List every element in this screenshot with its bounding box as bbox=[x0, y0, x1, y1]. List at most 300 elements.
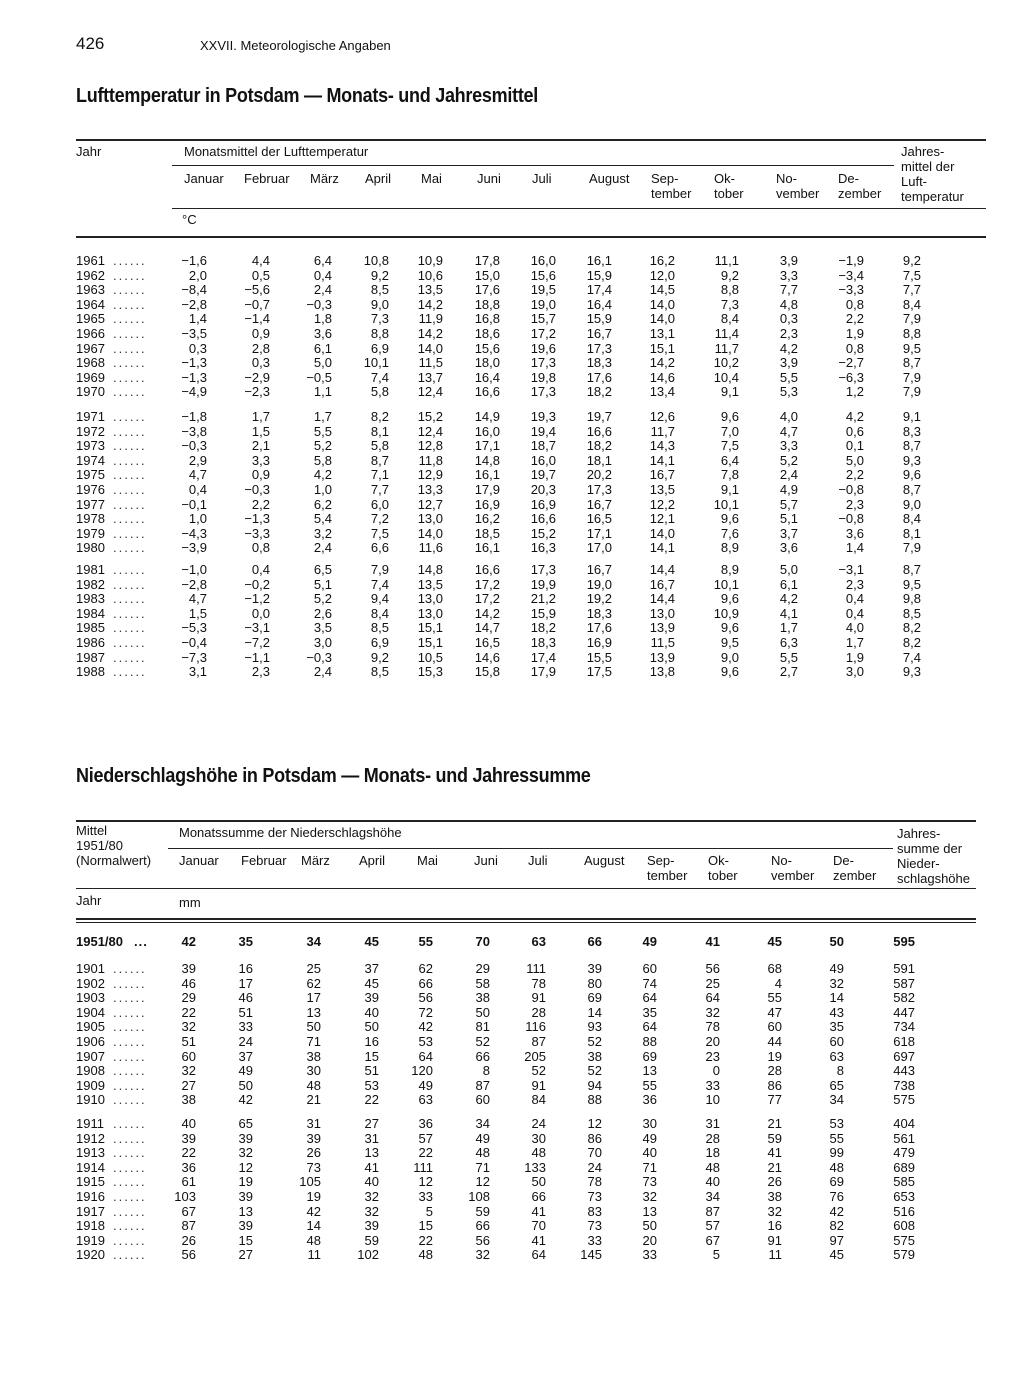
row-year: 1966 bbox=[76, 326, 105, 341]
header-line: Sep- bbox=[651, 171, 679, 186]
col-header-annual bbox=[897, 826, 970, 886]
row-year: 1903 bbox=[76, 990, 105, 1006]
data-cell: 4,2 bbox=[779, 340, 798, 356]
month-header bbox=[714, 171, 744, 201]
data-cell: 15,1 bbox=[417, 620, 443, 636]
data-cell: 30 bbox=[642, 1116, 657, 1131]
data-cell: 48 bbox=[705, 1159, 720, 1175]
table-row bbox=[0, 254, 1024, 268]
data-cell: 2,2 bbox=[845, 467, 864, 483]
leader-dots: ...... bbox=[113, 1145, 147, 1161]
data-cell: 14,8 bbox=[417, 562, 443, 577]
data-cell: 2,0 bbox=[188, 267, 207, 283]
row-year: 1968 bbox=[76, 355, 105, 371]
data-cell: 39 bbox=[181, 961, 196, 976]
data-cell: 51 bbox=[238, 1004, 253, 1020]
data-cell: 46 bbox=[181, 975, 196, 991]
data-cell: 20,2 bbox=[586, 467, 612, 483]
data-cell: 0,1 bbox=[845, 438, 864, 454]
data-cell: 18,3 bbox=[530, 635, 556, 650]
data-cell: 41 bbox=[531, 1232, 546, 1248]
data-cell: 69 bbox=[829, 1174, 844, 1190]
data-cell: 20 bbox=[642, 1232, 657, 1248]
data-cell: 13,9 bbox=[649, 620, 675, 636]
data-cell: 28 bbox=[705, 1130, 720, 1146]
data-cell: 1,7 bbox=[779, 620, 798, 636]
data-cell: 80 bbox=[587, 975, 602, 991]
leader-dots: ...... bbox=[113, 340, 147, 356]
leader-dots: ...... bbox=[113, 423, 147, 439]
data-cell: 116 bbox=[525, 1019, 546, 1035]
data-cell: 7,5 bbox=[720, 438, 739, 454]
data-cell: 10,1 bbox=[713, 496, 739, 512]
data-cell: 13,1 bbox=[649, 326, 675, 341]
data-cell: 14,0 bbox=[417, 340, 443, 356]
data-cell: 0,8 bbox=[845, 296, 864, 312]
data-cell: 102 bbox=[357, 1247, 379, 1263]
data-cell: 5,1 bbox=[313, 576, 332, 592]
month-header bbox=[179, 853, 219, 868]
row-year: 1973 bbox=[76, 438, 105, 454]
data-cell: 5,4 bbox=[313, 511, 332, 527]
data-cell: 12,6 bbox=[649, 409, 675, 424]
leader-dots: ...... bbox=[113, 355, 147, 371]
data-cell: 8,7 bbox=[370, 452, 389, 468]
data-cell: 11,8 bbox=[418, 452, 443, 468]
data-cell: 2,3 bbox=[845, 576, 864, 592]
data-cell: 4,8 bbox=[779, 296, 798, 312]
data-cell: 19,3 bbox=[530, 409, 556, 424]
data-cell: 8,8 bbox=[902, 326, 921, 341]
data-cell: 12 bbox=[238, 1159, 253, 1175]
month-header bbox=[421, 171, 442, 186]
leader-dots: ...... bbox=[113, 620, 147, 636]
row-year: 1965 bbox=[76, 311, 105, 327]
header-line: vember bbox=[771, 868, 815, 883]
data-cell: 16,5 bbox=[474, 635, 500, 650]
leader-dots: ...... bbox=[113, 384, 147, 400]
data-cell: −2,8 bbox=[181, 296, 207, 312]
data-cell: 15,9 bbox=[586, 267, 612, 283]
data-cell: 73 bbox=[587, 1189, 602, 1204]
data-cell: −0,4 bbox=[181, 635, 207, 650]
data-cell: 27 bbox=[364, 1116, 379, 1131]
data-cell: 7,6 bbox=[720, 525, 739, 541]
data-cell: 45 bbox=[767, 934, 782, 949]
data-cell: 5,1 bbox=[779, 511, 798, 527]
data-cell: 2,4 bbox=[779, 467, 798, 483]
header-line: 1951/80 bbox=[76, 838, 123, 853]
month-header bbox=[771, 853, 814, 883]
table-row bbox=[0, 1035, 1024, 1049]
leader-dots: ...... bbox=[113, 990, 147, 1006]
month-header bbox=[241, 853, 287, 868]
data-cell: 1,7 bbox=[251, 409, 270, 424]
data-cell: 15,0 bbox=[474, 267, 500, 283]
data-cell: 7,7 bbox=[902, 282, 921, 298]
data-cell: 0,4 bbox=[251, 562, 270, 577]
data-cell: 2,2 bbox=[251, 496, 270, 512]
data-cell: 63 bbox=[531, 934, 546, 949]
data-cell: 42 bbox=[181, 934, 196, 949]
data-cell: 14,1 bbox=[649, 452, 675, 468]
data-cell: 87 bbox=[475, 1077, 490, 1093]
month-header bbox=[184, 171, 224, 186]
table-row bbox=[0, 665, 1024, 679]
data-cell: 49 bbox=[642, 1130, 657, 1146]
data-cell: 20,3 bbox=[530, 482, 556, 497]
leader-dots: ...... bbox=[113, 1203, 147, 1219]
data-cell: 49 bbox=[642, 934, 657, 949]
data-cell: 12,0 bbox=[649, 267, 675, 283]
header-line: tober bbox=[708, 868, 738, 883]
data-cell: 32 bbox=[364, 1189, 379, 1204]
data-cell: 5,5 bbox=[779, 649, 798, 665]
header-line: mittel der bbox=[901, 159, 955, 174]
data-cell: 404 bbox=[893, 1116, 915, 1131]
data-cell: 15,6 bbox=[530, 267, 556, 283]
data-cell: −1,9 bbox=[838, 253, 864, 268]
data-cell: 17 bbox=[306, 990, 321, 1006]
data-cell: 5,7 bbox=[779, 496, 798, 512]
leader-dots: ...... bbox=[113, 296, 147, 312]
data-cell: 26 bbox=[181, 1232, 196, 1248]
data-cell: 1,9 bbox=[845, 649, 864, 665]
row-year: 1969 bbox=[76, 369, 105, 385]
data-cell: 8,2 bbox=[902, 620, 921, 636]
data-cell: 16,0 bbox=[530, 452, 556, 468]
data-cell: −2,7 bbox=[838, 355, 864, 371]
data-cell: 12 bbox=[475, 1174, 490, 1190]
row-year: 1916 bbox=[76, 1189, 105, 1204]
data-cell: 5 bbox=[425, 1203, 433, 1219]
leader-dots: ...... bbox=[113, 452, 147, 468]
table-row bbox=[0, 356, 1024, 370]
data-cell: 3,0 bbox=[313, 635, 332, 650]
data-cell: 1,7 bbox=[313, 409, 332, 424]
data-cell: 13,7 bbox=[417, 369, 443, 385]
data-cell: 55 bbox=[418, 934, 433, 949]
data-cell: 38 bbox=[181, 1092, 196, 1108]
data-cell: −0,3 bbox=[244, 482, 270, 497]
data-cell: 0,4 bbox=[188, 482, 207, 497]
table-row bbox=[0, 1079, 1024, 1093]
data-cell: 18,6 bbox=[474, 326, 500, 341]
data-cell: 39 bbox=[181, 1130, 196, 1146]
data-cell: −0,3 bbox=[306, 649, 332, 665]
data-cell: 71 bbox=[475, 1159, 490, 1175]
data-cell: 11 bbox=[768, 1247, 782, 1263]
page-number: 426 bbox=[76, 34, 105, 53]
data-cell: 49 bbox=[475, 1130, 490, 1146]
table-row bbox=[0, 563, 1024, 577]
header-line: schlagshöhe bbox=[897, 871, 970, 886]
leader-dots: ...... bbox=[113, 1063, 147, 1079]
data-cell: 15 bbox=[418, 1218, 433, 1234]
row-year: 1912 bbox=[76, 1130, 105, 1146]
data-cell: 32 bbox=[767, 1203, 782, 1219]
data-cell: 40 bbox=[642, 1145, 657, 1161]
data-cell: −3,4 bbox=[838, 267, 864, 283]
col-header-group: Monatsmittel der Lufttemperatur bbox=[184, 144, 369, 159]
header-line: August bbox=[589, 171, 630, 186]
data-cell: 39 bbox=[364, 1218, 379, 1234]
data-cell: 42 bbox=[238, 1092, 253, 1108]
data-cell: 17,1 bbox=[474, 438, 500, 454]
data-cell: 14,2 bbox=[417, 296, 443, 312]
data-cell: 14,2 bbox=[649, 355, 675, 371]
data-cell: 653 bbox=[893, 1189, 915, 1204]
data-cell: 3,9 bbox=[779, 355, 798, 371]
data-cell: −3,9 bbox=[181, 540, 207, 556]
data-cell: 87 bbox=[181, 1218, 196, 1234]
data-cell: 15,9 bbox=[586, 311, 612, 327]
data-cell: 62 bbox=[306, 975, 321, 991]
data-cell: 3,5 bbox=[313, 620, 332, 636]
data-cell: 39 bbox=[364, 990, 379, 1006]
data-cell: 5,8 bbox=[370, 384, 389, 400]
data-cell: −0,2 bbox=[244, 576, 270, 592]
data-cell: 5,0 bbox=[313, 355, 332, 371]
data-cell: 52 bbox=[475, 1034, 490, 1049]
data-cell: 0,3 bbox=[188, 340, 207, 356]
data-cell: 10,9 bbox=[417, 253, 443, 268]
data-cell: 27 bbox=[181, 1077, 196, 1093]
data-cell: 9,0 bbox=[720, 649, 739, 665]
temperature-table-title: Lufttemperatur in Potsdam — Monats- und Jahresmittel bbox=[76, 85, 539, 107]
table-row bbox=[0, 312, 1024, 326]
data-cell: 11,1 bbox=[714, 253, 739, 268]
data-cell: 7,9 bbox=[902, 384, 921, 400]
data-cell: 31 bbox=[705, 1116, 720, 1131]
row-year: 1920 bbox=[76, 1247, 105, 1263]
data-cell: 9,1 bbox=[902, 409, 921, 424]
data-cell: 111 bbox=[526, 961, 546, 976]
data-cell: 58 bbox=[475, 975, 490, 991]
month-header bbox=[647, 853, 687, 883]
data-cell: 18,3 bbox=[586, 605, 612, 621]
data-cell: 32 bbox=[642, 1189, 657, 1204]
data-cell: 32 bbox=[364, 1203, 379, 1219]
data-cell: 51 bbox=[181, 1034, 196, 1049]
header-line: De- bbox=[833, 853, 854, 868]
data-cell: 18 bbox=[705, 1145, 720, 1161]
data-cell: 11,7 bbox=[650, 423, 675, 439]
header-line: Juni bbox=[477, 171, 501, 186]
leader-dots: ...... bbox=[113, 1247, 147, 1263]
data-cell: 5 bbox=[712, 1247, 720, 1263]
row-year: 1976 bbox=[76, 482, 105, 497]
header-line: April bbox=[359, 853, 386, 868]
month-header bbox=[833, 853, 876, 883]
data-cell: 1,5 bbox=[251, 423, 270, 439]
data-cell: −2,9 bbox=[244, 369, 270, 385]
data-cell: 88 bbox=[587, 1092, 602, 1108]
data-cell: −1,2 bbox=[244, 591, 270, 607]
data-cell: 0 bbox=[712, 1063, 720, 1079]
leader-dots: ...... bbox=[113, 1189, 147, 1204]
data-cell: 33 bbox=[587, 1232, 602, 1248]
unit-label: mm bbox=[179, 895, 201, 910]
data-cell: 25 bbox=[705, 975, 720, 991]
data-cell: 17,3 bbox=[586, 482, 612, 497]
month-header bbox=[359, 853, 385, 868]
data-cell: 91 bbox=[767, 1232, 782, 1248]
data-cell: 2,7 bbox=[779, 664, 798, 680]
data-cell: 13,0 bbox=[649, 605, 675, 621]
data-cell: 66 bbox=[587, 934, 602, 949]
data-cell: 0,3 bbox=[251, 355, 270, 371]
data-cell: 7,5 bbox=[902, 267, 921, 283]
data-cell: 5,3 bbox=[779, 384, 798, 400]
header-line: Juli bbox=[532, 171, 552, 186]
data-cell: 13,5 bbox=[649, 482, 675, 497]
table-row bbox=[0, 935, 1024, 949]
data-cell: 7,9 bbox=[370, 562, 389, 577]
precipitation-table-title: Niederschlagshöhe in Potsdam — Monats- und Jahressumme bbox=[76, 765, 591, 787]
data-cell: 5,8 bbox=[313, 452, 332, 468]
data-cell: 7,9 bbox=[902, 311, 921, 327]
row-year: 1971 bbox=[76, 409, 105, 424]
data-cell: 21 bbox=[306, 1092, 321, 1108]
leader-dots: ...... bbox=[113, 1130, 147, 1146]
data-cell: 73 bbox=[642, 1174, 657, 1190]
data-cell: 4,0 bbox=[845, 620, 864, 636]
data-cell: 18,2 bbox=[586, 438, 612, 454]
data-cell: 7,7 bbox=[779, 282, 798, 298]
table-rule bbox=[172, 165, 894, 166]
data-cell: 26 bbox=[306, 1145, 321, 1161]
data-cell: 16,0 bbox=[474, 423, 500, 439]
data-cell: 16,7 bbox=[649, 576, 675, 592]
data-cell: 8,8 bbox=[370, 326, 389, 341]
leader-dots: ...... bbox=[113, 1034, 147, 1049]
data-cell: 9,3 bbox=[902, 664, 921, 680]
data-cell: 205 bbox=[524, 1048, 546, 1064]
data-cell: 11 bbox=[307, 1247, 321, 1263]
leader-dots: ...... bbox=[113, 1004, 147, 1020]
data-cell: 33 bbox=[418, 1189, 433, 1204]
data-cell: 17,6 bbox=[586, 620, 612, 636]
data-cell: 60 bbox=[829, 1034, 844, 1049]
table-rule bbox=[76, 820, 976, 822]
data-cell: 6,4 bbox=[720, 452, 739, 468]
data-cell: 61 bbox=[181, 1174, 196, 1190]
data-cell: 6,6 bbox=[370, 540, 389, 556]
data-cell: 12,7 bbox=[417, 496, 443, 512]
data-cell: 53 bbox=[418, 1034, 433, 1049]
data-cell: 41 bbox=[767, 1145, 782, 1161]
month-header bbox=[528, 853, 548, 868]
header-line: Jahres- bbox=[897, 826, 941, 841]
table-row bbox=[0, 1132, 1024, 1146]
table-row bbox=[0, 327, 1024, 341]
data-cell: −0,3 bbox=[306, 296, 332, 312]
data-cell: 36 bbox=[642, 1092, 657, 1108]
table-rule bbox=[76, 888, 976, 889]
data-cell: 17,3 bbox=[530, 355, 556, 371]
data-cell: 43 bbox=[829, 1004, 844, 1020]
data-cell: 35 bbox=[238, 934, 253, 949]
data-cell: 14,3 bbox=[649, 438, 675, 454]
leader-dots: ...... bbox=[113, 1019, 147, 1035]
data-cell: 0,9 bbox=[251, 467, 270, 483]
data-cell: 16,3 bbox=[530, 540, 556, 556]
data-cell: 17,3 bbox=[530, 384, 556, 400]
data-cell: 24 bbox=[238, 1034, 253, 1049]
row-year: 1909 bbox=[76, 1077, 105, 1093]
table-row bbox=[0, 498, 1024, 512]
data-cell: 10,2 bbox=[713, 355, 739, 371]
data-cell: 17,2 bbox=[474, 591, 500, 607]
data-cell: 68 bbox=[767, 961, 782, 976]
data-cell: 17,3 bbox=[586, 340, 612, 356]
data-cell: −4,9 bbox=[181, 384, 207, 400]
data-cell: 17,9 bbox=[474, 482, 500, 497]
data-cell: 48 bbox=[829, 1159, 844, 1175]
leader-dots: ... bbox=[134, 934, 148, 949]
data-cell: 64 bbox=[531, 1247, 546, 1263]
data-cell: 7,1 bbox=[370, 467, 389, 483]
header-line: tober bbox=[714, 186, 744, 201]
header-line: Ok- bbox=[708, 853, 729, 868]
data-cell: 1,0 bbox=[313, 482, 332, 497]
leader-dots: ...... bbox=[113, 311, 147, 327]
table-rule bbox=[172, 208, 986, 209]
data-cell: 86 bbox=[587, 1130, 602, 1146]
data-cell: 16,6 bbox=[530, 511, 556, 527]
data-cell: 14,7 bbox=[474, 620, 500, 636]
data-cell: 516 bbox=[893, 1203, 915, 1219]
data-cell: 2,4 bbox=[313, 540, 332, 556]
header-line: Mai bbox=[417, 853, 438, 868]
data-cell: 0,4 bbox=[313, 267, 332, 283]
data-cell: −4,3 bbox=[181, 525, 207, 541]
data-cell: 7,0 bbox=[720, 423, 739, 439]
data-cell: 0,8 bbox=[251, 540, 270, 556]
data-cell: 11,9 bbox=[418, 311, 443, 327]
data-cell: 25 bbox=[306, 961, 321, 976]
header-line: (Normalwert) bbox=[76, 853, 152, 868]
data-cell: 35 bbox=[829, 1019, 844, 1035]
data-cell: 6,1 bbox=[779, 576, 798, 592]
data-cell: 38 bbox=[587, 1048, 602, 1064]
data-cell: 7,9 bbox=[902, 540, 921, 556]
table-row bbox=[0, 1146, 1024, 1160]
data-cell: 15,9 bbox=[530, 605, 556, 621]
data-cell: 4,0 bbox=[779, 409, 798, 424]
data-cell: 3,7 bbox=[779, 525, 798, 541]
data-cell: 39 bbox=[306, 1130, 321, 1146]
header-line: vember bbox=[776, 186, 820, 201]
data-cell: 1,4 bbox=[845, 540, 864, 556]
data-cell: 87 bbox=[531, 1034, 546, 1049]
header-line: April bbox=[365, 171, 392, 186]
data-cell: −3,1 bbox=[838, 562, 864, 577]
data-cell: 7,3 bbox=[370, 311, 389, 327]
data-cell: 10,1 bbox=[363, 355, 389, 371]
data-cell: 48 bbox=[418, 1247, 433, 1263]
data-cell: 18,0 bbox=[474, 355, 500, 371]
leader-dots: ...... bbox=[113, 282, 147, 298]
data-cell: 6,1 bbox=[313, 340, 332, 356]
data-cell: 618 bbox=[893, 1034, 915, 1049]
data-cell: 48 bbox=[531, 1145, 546, 1161]
data-cell: 14,9 bbox=[474, 409, 500, 424]
month-header bbox=[776, 171, 819, 201]
row-year: 1906 bbox=[76, 1034, 105, 1049]
data-cell: 7,4 bbox=[370, 369, 389, 385]
